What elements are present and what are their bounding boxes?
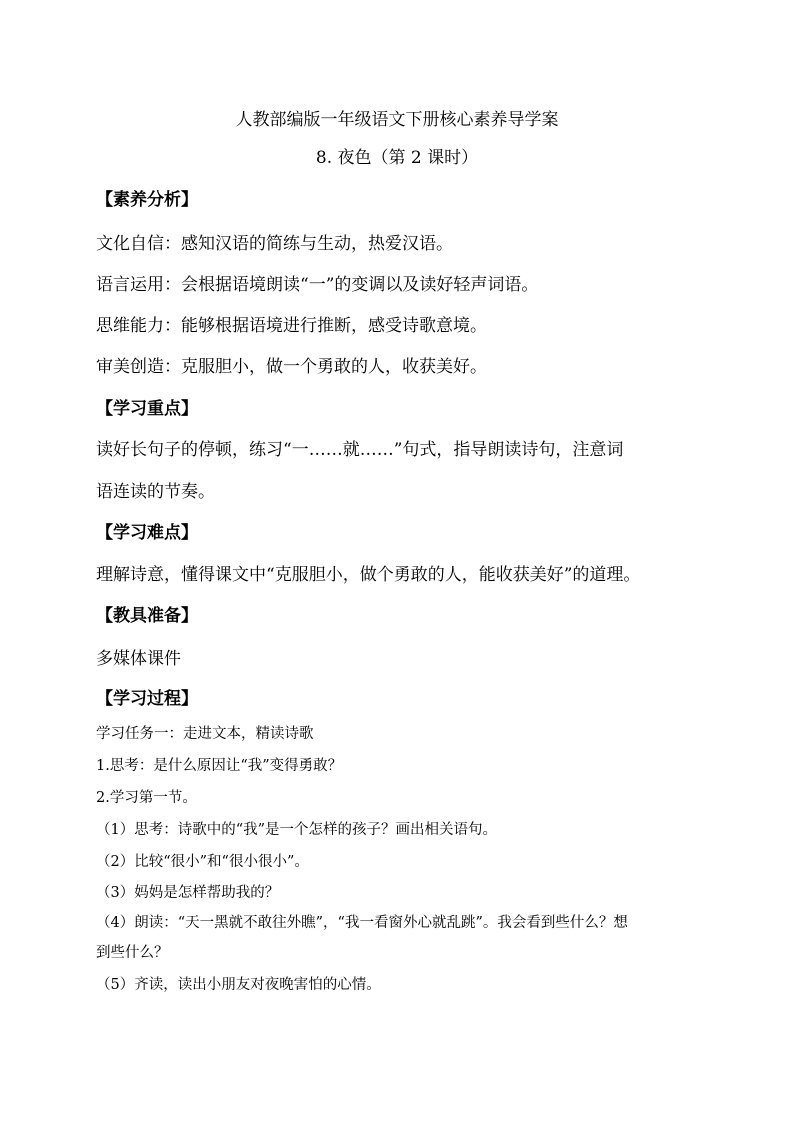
process-step4-line2: 到些什么？ xyxy=(96,945,169,961)
process-step2: （2）比较“很小”和“很小很小”。 xyxy=(96,854,309,870)
section-heading-focus: 【学习重点】 xyxy=(96,399,198,419)
process-step4-line1: （4）朗读：“天一黑就不敢往外瞧”，“我一看窗外心就乱跳”。我会看到些什么？想 xyxy=(96,915,628,931)
analysis-item-thinking: 思维能力：能够根据语境进行推断，感受诗歌意境。 xyxy=(96,316,487,336)
materials-text: 多媒体课件 xyxy=(96,649,181,669)
process-question2: 2.学习第一节。 xyxy=(96,790,197,806)
process-step3: （3）妈妈是怎样帮助我的？ xyxy=(96,885,280,901)
process-step1: （1）思考：诗歌中的“我”是一个怎样的孩子？画出相关语句。 xyxy=(96,822,498,838)
section-heading-materials: 【教具准备】 xyxy=(96,606,198,626)
process-task1: 学习任务一：走进文本，精读诗歌 xyxy=(96,726,314,742)
section-heading-process: 【学习过程】 xyxy=(96,689,198,709)
analysis-item-language: 语言运用：会根据语境朗读“一”的变调以及读好轻声词语。 xyxy=(96,275,539,295)
difficulty-text: 理解诗意，懂得课文中“克服胆小，做个勇敢的人，能收获美好”的道理。 xyxy=(96,565,641,585)
document-title: 人教部编版一年级语文下册核心素养导学案 xyxy=(235,110,559,130)
process-question1: 1.思考：是什么原因让“我”变得勇敢？ xyxy=(96,758,343,774)
focus-text-line1: 读好长句子的停顿，练习“一……就……”句式，指导朗读诗句，注意词 xyxy=(96,440,624,460)
lesson-subtitle: 8. 夜色（第 2 课时） xyxy=(315,148,479,168)
section-heading-analysis: 【素养分析】 xyxy=(96,190,198,210)
analysis-item-culture: 文化自信：感知汉语的简练与生动，热爱汉语。 xyxy=(96,234,453,254)
analysis-item-aesthetic: 审美创造：克服胆小，做一个勇敢的人，收获美好。 xyxy=(96,357,487,377)
section-heading-difficulty: 【学习难点】 xyxy=(96,523,198,543)
process-step5: （5）齐读，读出小朋友对夜晚害怕的心情。 xyxy=(96,977,381,993)
focus-text-line2: 语连读的节奏。 xyxy=(96,482,215,502)
